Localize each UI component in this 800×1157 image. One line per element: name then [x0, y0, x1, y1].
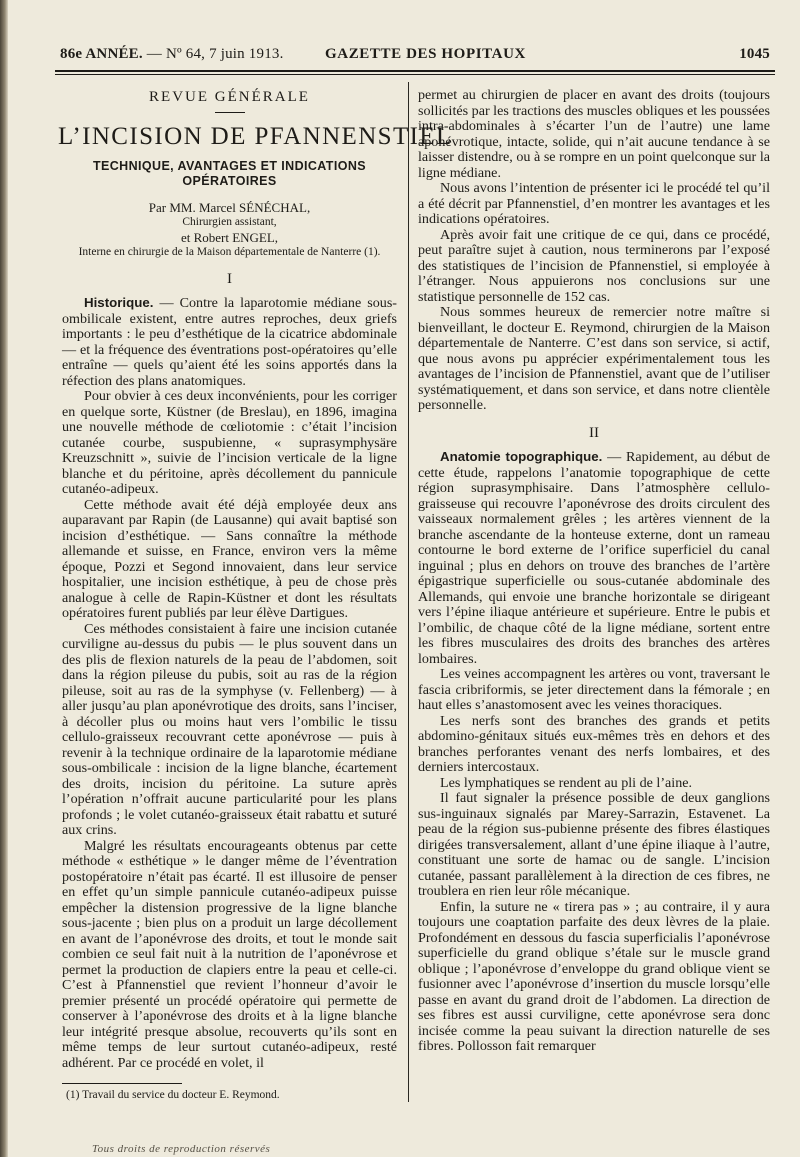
paragraph-text: Après avoir fait une critique de ce qui, dans ce procédé, peut paraître sujet à caution, nous terminerons par l’exposé des statistiques de l’incision de Pfannenstiel, si employée à l’étranger. Nous appuierons nos conclusions sur une statistique personnelle de 152 cas.: [418, 226, 770, 305]
left-body: [62, 295, 397, 1071]
paragraph-text: Pour obvier à ces deux inconvénients, pour les corriger en quelque sorte, Küstner (de Breslau), en 1896, imagina une nouvelle méthode de cœliotomie : c’était l’incision cutanée courbe, suspubienne, « suprasymphysäre Kreuzschnitt », suivie de l’incision verticale de la ligne blanche et du péritoine, après décollement du pannicule cutanéo-adipeux.: [62, 388, 397, 497]
author-1-role: Chirurgien assistant,: [182, 215, 277, 228]
reproduction-notice: Tous droits de reproduction réservés: [92, 1143, 271, 1155]
paragraph-text: Les lymphatiques se rendent au pli de l’aine.: [440, 774, 693, 791]
paragraph-text: — Contre la laparotomie médiane sous-ombilicale existent, entre autres reproches, deux griefs importants : le peu d’esthétique de la cicatrice abdominale — et la fréquence des éventrations post-opératoires qu’elle entraîne — quels qu’aient été les soins apportés dans la réfection des plans anatomiques.: [62, 295, 397, 389]
paragraph: [418, 900, 770, 1055]
section-heading: Anatomie topographique.: [440, 449, 603, 464]
journal-title: GAZETTE DES HOPITAUX: [325, 46, 526, 62]
paragraph: [418, 667, 770, 714]
paragraph: [418, 776, 770, 792]
right-body-intro: [418, 88, 770, 414]
issue-info: 86e ANNÉE. — Nº 64, 7 juin 1913.: [60, 46, 284, 62]
paragraph-text: Cette méthode avait été déjà employée deux ans auparavant par Rapin (de Lausanne) qui avait baptisé son incision d’esthétique. — Sans connaître la méthode allemande et suisse, en France, environ vers la même époque, Pozzi et Segond innovaient, dans leur service hospitalier, une incision esthétique, à peu de chose près analogue à celle de Rapin-Küstner et dont les résultats opératoires furent publiés par leur élève Dartigues.: [62, 496, 397, 621]
paragraph-text: Nous sommes heureux de remercier notre maître si bienveillant, le docteur E. Reymond, chirurgien de la Maison départementale de Nanterre. C’est dans son service, si actif, que nous avons pu apprécier expérimentalement tous les avantages de l’incision de Pfannenstiel, avant que de l’utiliser systématiquement, et dans son service, et dans notre clientèle personnelle.: [418, 304, 770, 413]
paragraph-text: Il faut signaler la présence possible de deux ganglions sus-inguinaux signalés par Marey-Sarrazin, Estavenet. La peau de la région sus-pubienne présente des fibres élastiques dirigées transversalement, allant d’une épine iliaque à l’autre, constituant une sorte de hamac ou de sangle. L’incision cutanée, passant parallèlement à la direction de ces fibres, ne troublera en rien leur rôle mécanique.: [418, 790, 770, 899]
paragraph: [62, 295, 397, 389]
paragraph-text: Ces méthodes consistaient à faire une incision cutanée curviligne au-dessus du pubis — le plus souvent dans un des plis de flexion naturels de la peau de l’abdomen, soit dans la région pileuse du pubis, soit au ras de la région pileuse, soit au ras de la symphyse (v. Fellenberg) — à aller jusqu’au plan aponévrotique des droits, sans l’inciser, à décoller plus ou moins haut vers l’ombilic le tissu cellulo-graisseux recouvrant cette aponévrose — puis à revenir à la technique ordinaire de la laparotomie médiane sous-ombilicale : incision de la ligne blanche, écartement des droits, incision du péritoine. La suture après l’opération n’offrait aucune particularité pour les plans profonds ; le volet cutanéo-graisseux était rabattu et suturé aux crins.: [62, 620, 397, 838]
footnote: (1) Travail du service du docteur E. Reymond.: [66, 1089, 280, 1101]
paragraph: [418, 791, 770, 900]
author-1: Par MM. Marcel SÉNÉCHAL,: [148, 199, 311, 215]
page-number: 1045: [739, 46, 770, 62]
right-body-anatomy: [418, 449, 770, 1055]
rubric: REVUE GÉNÉRALE: [149, 89, 310, 105]
paragraph: [62, 498, 397, 622]
running-header: [60, 46, 770, 68]
author-2-role: Interne en chirurgie de la Maison départementale de Nanterre (1).: [78, 245, 381, 258]
paragraph: [418, 88, 770, 181]
right-column: [418, 88, 770, 1055]
byline: [62, 200, 397, 260]
page-binding-edge: [0, 0, 8, 1157]
rubric-rule: [215, 112, 245, 113]
paragraph-text: Les veines accompagnent les artères ou vont, traversant le fascia cribriformis, se jeter directement dans la fémorale ; en haut elles s’anastomosent avec les veines thoraciques.: [418, 666, 770, 713]
paragraph-text: permet au chirurgien de placer en avant des droits (toujours sollicités par les tractions des muscles obliques et les poussées intra-abdominales à s’écarter l’un de l’autre) une lame aponévrotique, intacte, solide, qui n’ait aucune tendance à se laisser distendre, ou à se rompre en un point quelconque sur la ligne médiane.: [418, 87, 770, 181]
paragraph: [418, 228, 770, 306]
author-2: et Robert ENGEL,: [180, 229, 279, 245]
paragraph: [418, 181, 770, 228]
paragraph-text: Les nerfs sont des branches des grands et petits abdomino-génitaux situés eux-mêmes très en dehors et des branches perforantes venant des nerfs lombaires, et des derniers intercostaux.: [418, 712, 770, 775]
header-rule-thin: [55, 74, 775, 75]
left-column: [58, 86, 453, 1071]
paragraph-text: Malgré les résultats encourageants obtenus par cette méthode « esthétique » le danger même de l’éventration postopératoire n’était pas écarté. Il est illusoire de penser en effet qu’un simple pannicule cutanéo-adipeux puisse empêcher la distension progressive de la ligne blanche sous-jacente ; bien plus on a produit un large décollement en avant de l’aponévrose des droits, et tout le monde sait combien ce seul fait nuit à la nutrition de l’aponévrose et permet la production de clapiers entre la peau et celle-ci. C’est à Pfannenstiel que revient l’honneur d’avoir le premier présenté un procédé opératoire qui permette de conserver à l’aponévrose des droits et à la ligne blanche leur intégrité presque absolue, recouverts qu’ils sont en même temps de leur surtout cutanéo-adipeux, resté adhérent. Par ce procédé en volet, il: [62, 837, 397, 1071]
paragraph-text: Nous avons l’intention de présenter ici le procédé tel qu’il a été décrit par Pfannenstiel, d’en montrer les avantages et les indications opératoires.: [418, 180, 770, 227]
paragraph-text: — Rapidement, au début de cette étude, rappelons l’anatomie topographique de cette région suprasymphisaire. Dans l’atmosphère cellulo-graisseuse qui recouvre l’aponévrose des droits circulent des vaisseaux normalement grêles ; les artères viennent de la branche ascendante de la honteuse externe, dont un rameau contourne le bord externe de l’orifice superficiel du canal inguinal ; plus en dehors on trouve des branches de l’artère épigastrique superficielle ou sous-cutanée abdominale des Allemands, qui envoie une branche horizontale se dirigeant vers l’épine iliaque antérieure et supérieure. Entre le pubis et l’ombilic, de chaque côté de la ligne médiane, sortent entre les fibres musculaires des droits des branches des artères lombaires.: [418, 449, 770, 667]
section-heading: Historique.: [84, 295, 154, 310]
paragraph: [418, 305, 770, 414]
paragraph: [418, 449, 770, 667]
column-divider: [408, 82, 409, 1102]
footnote-rule: [62, 1083, 182, 1084]
header-rule: [55, 70, 775, 72]
article-title: L’INCISION DE PFANNENSTIEL: [58, 122, 453, 150]
paragraph: [62, 622, 397, 839]
section-number-2: II: [589, 424, 599, 441]
paragraph: [62, 839, 397, 1072]
paragraph-text: Enfin, la suture ne « tirera pas » ; au contraire, il y aura toujours une coaptation parfaite des deux lèvres de la plaie. Profondément en dessous du fascia superficialis l’aponévrose superficielle du grand oblique s’étale sur le muscle grand oblique ; l’aponévrose d’enveloppe du grand oblique vient se fusionner avec l’aponévrose d’insertion du muscle lorsqu’elle passe en avant du grand droit de l’abdomen. La direction de ses fibres est aussi curviligne, cette aponévrose sera donc incisée comme la peau suivant la direction naturelle de ses fibres. Pollosson fait remarquer: [418, 898, 770, 1054]
article-subtitle: TECHNIQUE, AVANTAGES ET INDICATIONS OPÉRATOIRES: [92, 158, 367, 188]
paragraph: [418, 714, 770, 776]
section-number-1: I: [227, 270, 232, 287]
paragraph: [62, 389, 397, 498]
